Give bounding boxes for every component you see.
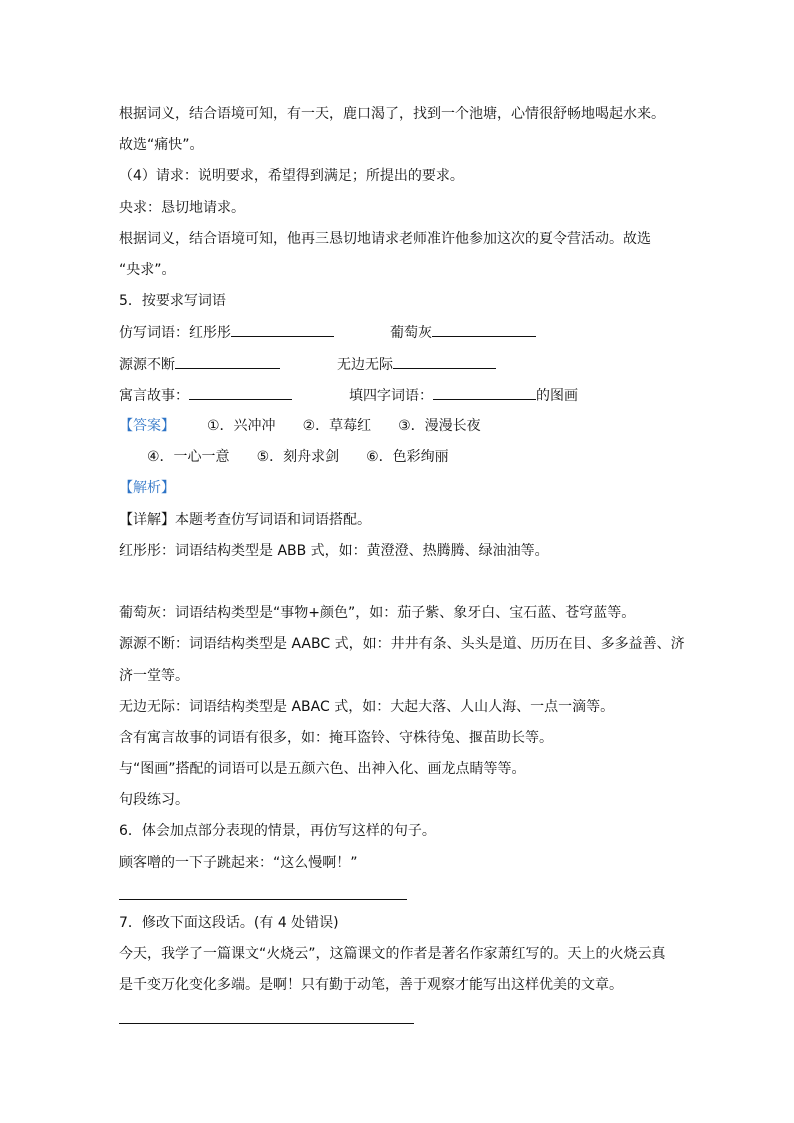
question-7-title: 7．修改下面这段话。(有 4 处错误) bbox=[119, 915, 339, 931]
question-5-title: 5．按要求写词语 bbox=[119, 293, 226, 309]
paragraph-line: 无边无际：词语结构类型是 ABAC 式，如：大起大落、人山人海、一点一滴等。 bbox=[119, 699, 615, 715]
paragraph-line: 根据词义，结合语境可知，有一天，鹿口渴了，找到一个池塘，心情很舒畅地喝起水来。 bbox=[119, 106, 665, 122]
paragraph-line: （4）请求：说明要求，希望得到满足；所提出的要求。 bbox=[119, 168, 464, 184]
q5-prompt: 填四字词语： bbox=[349, 388, 433, 404]
answer-blank[interactable] bbox=[189, 385, 292, 400]
paragraph-line: 故选“痛快”。 bbox=[119, 137, 204, 153]
analysis-label: 【解析】 bbox=[119, 480, 175, 496]
paragraph-line: 句段练习。 bbox=[119, 792, 189, 808]
answer-blank[interactable] bbox=[231, 322, 334, 337]
answer-blank[interactable] bbox=[433, 385, 536, 400]
paragraph-line: 今天，我学了一篇课文“火烧云”，这篇课文的作者是著名作家萧红写的。天上的火烧云真 bbox=[119, 946, 666, 962]
paragraph-line: 根据词义，结合语境可知，他再三恳切地请求老师准许他参加这次的夏令营活动。故选 bbox=[119, 231, 651, 247]
answer-item: ⑤．刻舟求剑 bbox=[256, 449, 340, 465]
q5-prompt: 源源不断 bbox=[119, 357, 175, 373]
q5-row-2 bbox=[119, 354, 496, 375]
answer-blank[interactable] bbox=[393, 354, 496, 369]
answer-item: ①．兴冲冲 bbox=[207, 418, 276, 434]
q5-row-1 bbox=[119, 322, 536, 343]
question-6-example: 顾客噌的一下子跳起来：“这么慢啊！” bbox=[119, 855, 358, 871]
answer-row-1 bbox=[119, 416, 481, 436]
answer-label: 【答案】 bbox=[119, 418, 175, 434]
paragraph-line: 是千变万化变化多端。是啊！只有勤于动笔，善于观察才能写出这样优美的文章。 bbox=[119, 977, 623, 993]
paragraph-line: 济一堂等。 bbox=[119, 668, 189, 684]
q5-prompt: 葡萄灰 bbox=[390, 325, 432, 341]
q5-row-3 bbox=[119, 385, 578, 406]
paragraph-line: 源源不断：词语结构类型是 AABC 式，如：井井有条、头头是道、历历在目、多多益善、济 bbox=[119, 636, 685, 652]
paragraph-line: 红彤彤：词语结构类型是 ABB 式，如：黄澄澄、热腾腾、绿油油等。 bbox=[119, 543, 549, 559]
q5-prompt: 的图画 bbox=[536, 388, 578, 404]
paragraph-line: 【详解】本题考查仿写词语和词语搭配。 bbox=[119, 512, 371, 528]
q5-prompt: 仿写词语：红彤彤 bbox=[119, 325, 231, 341]
answer-line[interactable] bbox=[119, 1023, 414, 1024]
paragraph-line: 央求：恳切地请求。 bbox=[119, 200, 245, 216]
answer-line[interactable] bbox=[119, 899, 407, 900]
question-6-title: 6．体会加点部分表现的情景，再仿写这样的句子。 bbox=[119, 823, 436, 839]
answer-item: ③．漫漫长夜 bbox=[398, 418, 481, 434]
answer-item: ⑥．色彩绚丽 bbox=[366, 449, 449, 465]
paragraph-line: 葡萄灰：词语结构类型是“事物+颜色”，如：茄子紫、象牙白、宝石蓝、苍穹蓝等。 bbox=[119, 605, 636, 621]
q5-prompt: 寓言故事： bbox=[119, 388, 189, 404]
answer-blank[interactable] bbox=[432, 322, 536, 337]
answer-blank[interactable] bbox=[175, 354, 280, 369]
q5-prompt: 无边无际 bbox=[337, 357, 393, 373]
paragraph-line: 含有寓言故事的词语有很多，如：掩耳盗铃、守株待兔、揠苗助长等。 bbox=[119, 730, 553, 746]
paragraph-line: “央求”。 bbox=[119, 262, 176, 278]
answer-item: ④．一心一意 bbox=[147, 449, 230, 465]
paragraph-line: 与“图画”搭配的词语可以是五颜六色、出神入化、画龙点睛等等。 bbox=[119, 761, 526, 777]
answer-item: ②．草莓红 bbox=[302, 418, 372, 434]
answer-row-2 bbox=[147, 447, 449, 467]
